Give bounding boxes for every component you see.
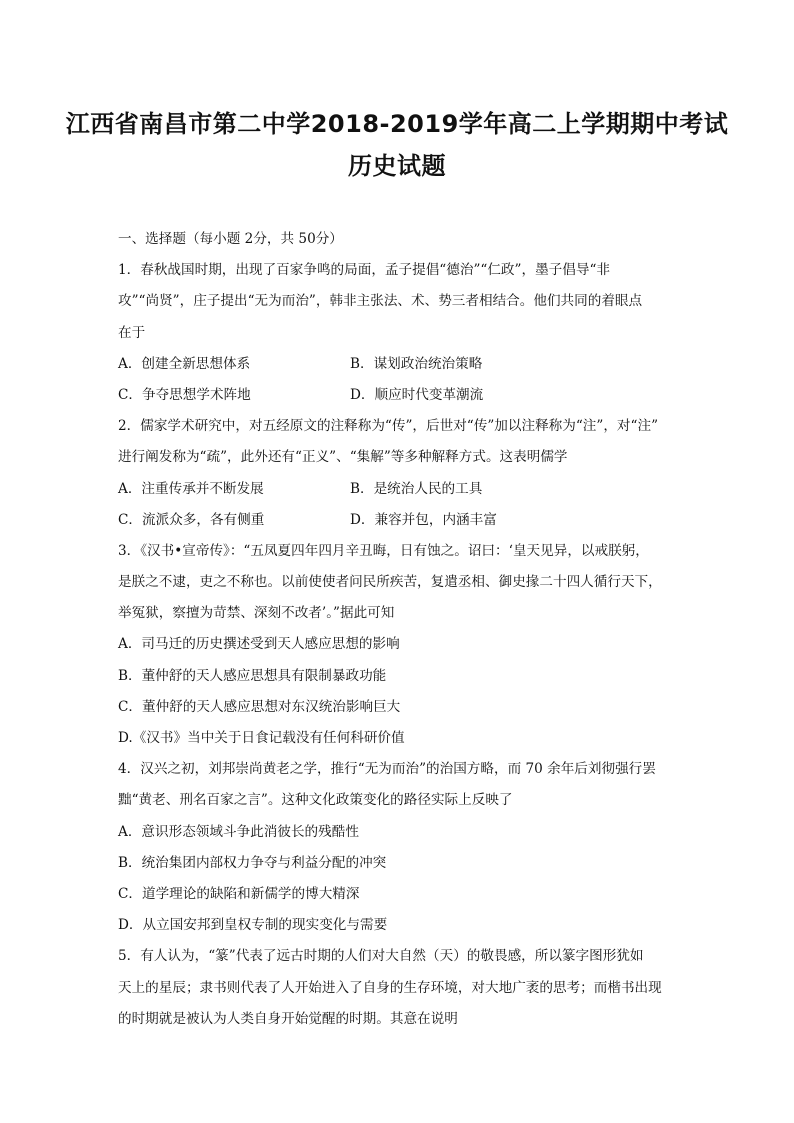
option-row (118, 474, 680, 505)
option-b: B．统治集团内部权力争夺与利益分配的冲突 (118, 854, 387, 871)
question-text-line: 举冤狱，察擅为苛禁、深刻不改者’。”据此可知 (118, 605, 395, 622)
option-row (118, 505, 680, 536)
option-a: A．司马迁的历史撰述受到天人感应思想的影响 (118, 636, 400, 653)
option-c: C．董仲舒的天人感应思想对东汉统治影响巨大 (118, 698, 401, 715)
question-text-line: 2．儒家学术研究中，对五经原文的注释称为“传”，后世对“传”加以注释称为“注”，对“注” (118, 418, 659, 435)
option-row (118, 380, 680, 411)
exam-title: 江西省南昌市第二中学2018-2019学年高二上学期期中考试 (65, 110, 729, 138)
option-a: A．注重传承并不断发展 (118, 480, 264, 497)
question-text-line: 的时期就是被认为人类自身开始觉醒的时期。其意在说明 (118, 1010, 458, 1027)
option-b: B．是统治人民的工具 (350, 480, 483, 497)
question-text-line: 进行阐发称为“疏”，此外还有“正义”、“集解”等多种解释方式。这表明儒学 (118, 449, 568, 466)
exam-subtitle: 历史试题 (348, 152, 446, 180)
question-3 (118, 536, 680, 754)
option-d: D．兼容并包，内涵丰富 (350, 511, 497, 528)
option-b: B．谋划政治统治策略 (350, 355, 483, 372)
option-c: C．道学理论的缺陷和新儒学的博大精深 (118, 885, 360, 902)
option-a: A．创建全新思想体系 (118, 355, 251, 372)
question-2 (118, 411, 680, 536)
question-text-line: 1．春秋战国时期，出现了百家争鸣的局面，孟子提倡“德治”“仁政”，墨子倡导“非 (118, 262, 610, 279)
question-text-line: 天上的星辰；隶书则代表了人开始进入了自身的生存环境，对大地广袤的思考；而楷书出现 (118, 979, 662, 996)
option-d: D．顺应时代变革潮流 (350, 386, 484, 403)
section-header: 一、选择题（每小题 2分，共 50分） (118, 231, 343, 247)
option-d: D.《汉书》当中关于日食记载没有任何科研价值 (118, 730, 405, 746)
question-text-line: 4．汉兴之初，刘邦崇尚黄老之学，推行“无为而治”的治国方略，而 70 余年后刘彻强行罢 (118, 761, 656, 778)
question-5 (118, 941, 680, 1035)
option-b: B．董仲舒的天人感应思想具有限制暴政功能 (118, 667, 387, 684)
question-text-line: 在于 (118, 324, 146, 341)
question-text-line: 5．有人认为，“篆”代表了远古时期的人们对大自然（天）的敬畏感，所以篆字图形犹如 (118, 948, 644, 965)
option-c: C．流派众多，各有侧重 (118, 511, 265, 528)
exam-content (118, 224, 680, 1035)
option-row (118, 349, 680, 380)
option-a: A．意识形态领域斗争此消彼长的残酷性 (118, 823, 359, 840)
question-text-line: 黜“黄老、刑名百家之言”。这种文化政策变化的路径实际上反映了 (118, 792, 513, 809)
question-1 (118, 255, 680, 411)
question-text-line: 是朕之不逮，吏之不称也。以前使使者问民所疾苦，复遣丞相、御史掾二十四人循行天下， (118, 574, 662, 591)
option-d: D．从立国安邦到皇权专制的现实变化与需要 (118, 917, 388, 934)
option-c: C．争夺思想学术阵地 (118, 386, 251, 403)
question-4 (118, 754, 680, 941)
question-text-line: 3．《汉书•宣帝传》：“五凤夏四年四月辛丑晦，日有蚀之。诏曰：‘皇天见异，以戒朕躬， (118, 542, 649, 559)
question-text-line: 攻”“尚贤”，庄子提出“无为而治”，韩非主张法、术、势三者相结合。他们共同的着眼点 (118, 293, 643, 310)
